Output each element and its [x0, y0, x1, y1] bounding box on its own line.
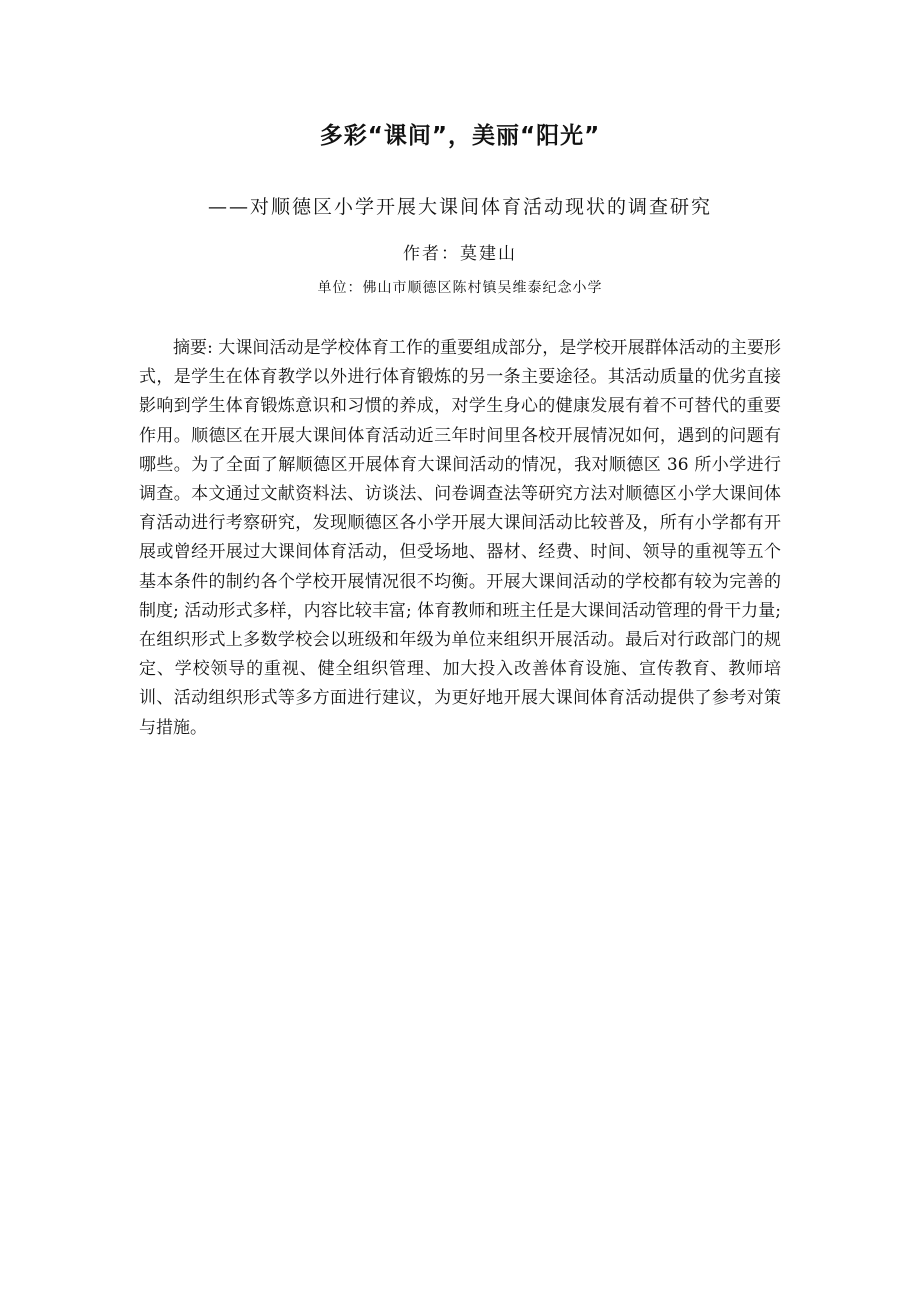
document-title: 多彩“课间”，美丽“阳光” [319, 123, 601, 149]
abstract-text: 大课间活动是学校体育工作的重要组成部分，是学校开展群体活动的主要形式，是学生在体育教学以外进行体育锻炼的另一条主要途径。其活动质量的优劣直接影响到学生体育锻炼意识和习惯的养成，对学生身心的健康发展有着不可替代的重要作用。顺德区在开展大课间体育活动近三年时间里各校开展情况如何，遇到的问题有哪些。为了全面了解顺德区开展体育大课间活动的情况，我对顺德区 36 所小学进行调查。本文通过文献资料法、访谈法、问卷调查法等研究方法对顺德区小学大课间体育活动进行考察研究，发现顺德区各小学开展大课间活动比较普及，所有小学都有开展或曾经开展过大课间体育活动，但受场地、器材、经费、时间、领导的重视等五个基本条件的制约各个学校开展情况很不均衡。开展大课间活动的学校都有较为完善的制度; 活动形式多样，内容比较丰富; 体育教师和班主任是大课间活动管理的骨干力量; 在组织形式上多数学校会以班级和年级为单位来组织开展活动。最后对行政部门的规定、学校领导的重视、健全组织管理、加大投入改善体育设施、宣传教育、教师培训、活动组织形式等多方面进行建议，为更好地开展大课间体育活动提供了参考对策与措施。 [139, 338, 781, 738]
affiliation-line: 单位：佛山市顺德区陈村镇吴维泰纪念小学 [317, 280, 603, 296]
abstract-label: 摘要: [173, 338, 213, 358]
author-line: 作者：莫建山 [403, 244, 517, 264]
document-subtitle: ——对顺德区小学开展大课间体育活动现状的调查研究 [207, 196, 712, 218]
abstract-paragraph [139, 334, 781, 743]
